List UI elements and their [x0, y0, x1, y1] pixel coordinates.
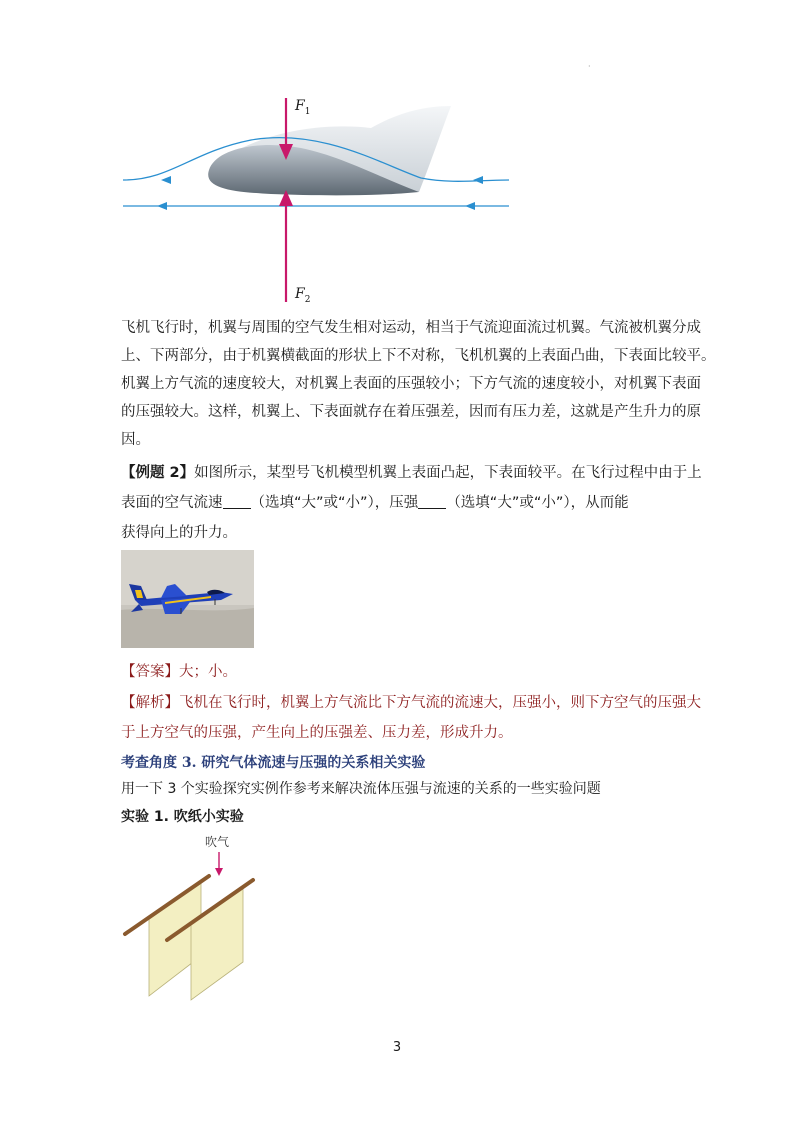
- answer-blank-2[interactable]: [418, 494, 446, 509]
- down-arrow-icon: [215, 868, 223, 876]
- analysis-line-2: 于上方空气的压强，产生向上的压强差、压力差，形成升力。: [121, 725, 513, 741]
- intro-line: 飞机飞行时，机翼与周围的空气发生相对运动，相当于气流迎面流过机翼。气流被机翼分成: [121, 320, 701, 336]
- example-2-line-2: [121, 488, 701, 518]
- example-2-tag: 【例题 2】: [121, 465, 195, 481]
- flow-arrow-icon: [473, 176, 483, 184]
- analysis-tag: 【解析】: [121, 695, 179, 711]
- airfoil-diagram: [121, 92, 511, 306]
- example-2-text: 表面的空气流速: [121, 495, 223, 511]
- answer-line: [121, 660, 237, 681]
- page-number: 3: [392, 1040, 402, 1055]
- stray-dot: ·: [588, 62, 591, 71]
- flow-arrow-icon: [157, 202, 167, 210]
- example-2-line-1: [121, 458, 701, 488]
- answer-blank-1[interactable]: [223, 494, 251, 509]
- experiment-1-heading: 实验 1. 吹纸小实验: [121, 809, 244, 825]
- example-2-text: 如图所示，某型号飞机模型机翼上表面凸起，下表面较平。在飞行过程中由于上: [194, 465, 702, 481]
- airplane-photo: [121, 550, 254, 648]
- f2-label: $F_2$: [295, 286, 311, 305]
- example-2-text: （选填“大”或“小”），从而能: [446, 495, 629, 511]
- analysis-text: 飞机在飞行时，机翼上方气流比下方气流的流速大，压强小，则下方空气的压强大: [179, 695, 701, 711]
- flow-arrow-icon: [465, 202, 475, 210]
- paper-blow-figure: [121, 830, 271, 1002]
- intro-line: 的压强较大。这样，机翼上、下表面就存在着压强差，因而有压力差，这就是产生升力的原: [121, 404, 701, 420]
- example-2: [121, 458, 701, 548]
- flow-arrow-icon: [161, 176, 171, 184]
- example-2-line-3: 获得向上的升力。: [121, 525, 237, 541]
- intro-paragraph: [121, 314, 716, 454]
- section-3-intro: 用一下 3 个实验探究实例作参考来解决流体压强与流速的关系的一些实验问题: [121, 781, 601, 797]
- answer-tag: 【答案】: [121, 664, 179, 680]
- paper-blow-diagram: [121, 830, 271, 1002]
- intro-line: 上、下两部分，由于机翼横截面的形状上下不对称，飞机机翼的上表面凸曲，下表面比较平。: [121, 348, 716, 364]
- example-2-text: （选填“大”或“小”），压强: [250, 495, 419, 511]
- intro-line: 因。: [121, 432, 150, 448]
- intro-line: 机翼上方气流的速度较大，对机翼上表面的压强较小；下方气流的速度较小，对机翼下表面: [121, 376, 701, 392]
- airfoil-figure: [121, 92, 511, 306]
- analysis-paragraph: [121, 688, 701, 748]
- f1-label: $F_1$: [295, 98, 311, 117]
- airplane-image: [121, 550, 254, 648]
- blow-label: 吹气: [205, 835, 230, 849]
- answer-text: 大；小。: [179, 664, 237, 680]
- section-3-heading: 考查角度 3. 研究气体流速与压强的关系相关实验: [121, 755, 426, 771]
- analysis-line-1: [121, 688, 701, 718]
